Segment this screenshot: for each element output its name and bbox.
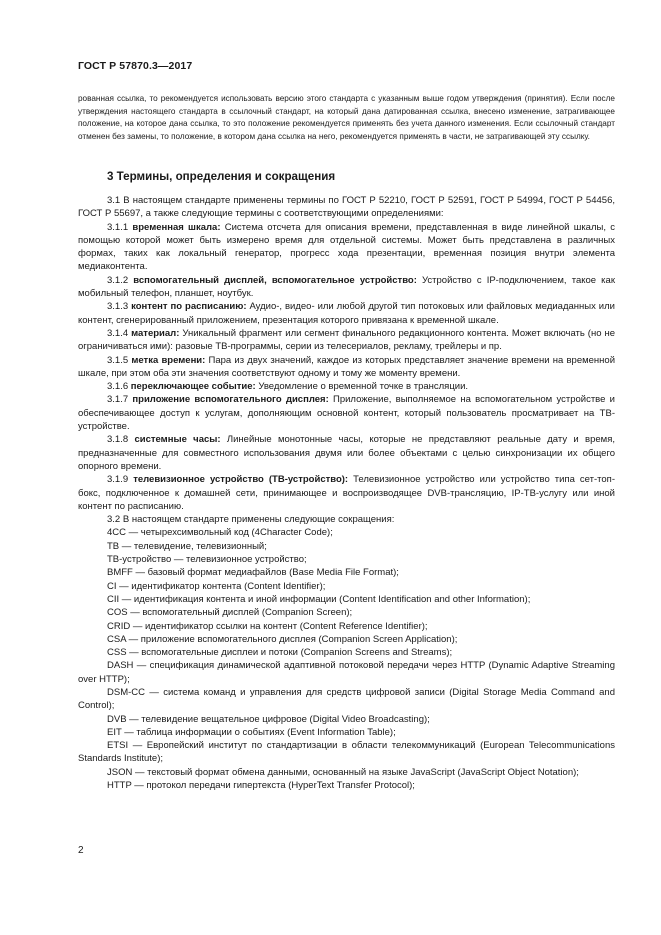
clause-number: 3.1.2 bbox=[107, 274, 134, 286]
paragraph-text: ТВ-устройство — телевизионное устройство; bbox=[107, 554, 307, 566]
paragraph-text: COS — вспомогательный дисплей (Companion Screen); bbox=[107, 607, 353, 619]
term-name: телевизионное устройство (ТВ-устройство): bbox=[133, 474, 349, 486]
page-number: 2 bbox=[78, 845, 84, 856]
clause-number: 3.1.9 bbox=[107, 474, 134, 486]
paragraph-text: CSS — вспомогательные дисплеи и потоки (Companion Screens and Streams); bbox=[107, 647, 453, 659]
paragraph-text: Аудио-, видео- или любой другой тип потоковых или файловых медиаданных или контент, сгенерированный приложением, презентация которого привязана к временной шкале. bbox=[78, 301, 615, 326]
clause-number: 3.1.4 bbox=[107, 327, 132, 339]
body-paragraph bbox=[78, 513, 615, 526]
clause-number: 3.1.8 bbox=[107, 434, 135, 446]
section-body bbox=[78, 194, 615, 792]
body-paragraph bbox=[78, 300, 615, 327]
paragraph-text: Уникальный фрагмент или сегмент финального редакционного контента. Может включать (но не ограничиваться ими): разовые ТВ-программы, серии из телесериалов, рекламу, трейлеры и пр. bbox=[78, 327, 615, 353]
body-paragraph bbox=[78, 726, 615, 739]
term-name: вспомогательный дисплей, вспомогательное устройство: bbox=[133, 274, 417, 286]
paragraph-text: Линейные монотонные часы, которые не представляют реальные дату и время, предназначенные для совместного использования двумя или более объектами с целью синхронизации их общего опорного времени. bbox=[78, 434, 615, 472]
term-name: переключающее событие: bbox=[130, 381, 256, 393]
body-paragraph bbox=[78, 526, 615, 539]
body-paragraph bbox=[78, 779, 615, 792]
paragraph-text: JSON — текстовый формат обмена данными, основанный на языке JavaScript (JavaScript Object Notation); bbox=[107, 766, 579, 778]
body-paragraph bbox=[78, 593, 615, 606]
paragraph-text: DVB — телевидение вещательное цифровое (Digital Video Broadcasting); bbox=[107, 713, 430, 725]
term-name: приложение вспомогательного дисплея: bbox=[132, 394, 329, 406]
paragraph-text: Телевизионное устройство или устройство типа сет-топ-бокс, подключенное к домашней сети, принимающее и воспроизводящее DVB-трансляцию, IP-ТВ-услугу или иной контент по расписанию. bbox=[78, 474, 615, 512]
paragraph-text: CI — идентификатор контента (Content Identifier); bbox=[107, 580, 326, 592]
paragraph-text: 3.2 В настоящем стандарте применены следующие сокращения: bbox=[107, 514, 395, 526]
clause-number: 3.1.3 bbox=[107, 301, 132, 313]
body-paragraph bbox=[78, 473, 615, 513]
body-paragraph bbox=[78, 553, 615, 566]
body-paragraph bbox=[78, 713, 615, 726]
clause-number: 3.1.7 bbox=[107, 394, 133, 406]
body-paragraph bbox=[78, 620, 615, 633]
intro-paragraph: рованная ссылка, то рекомендуется использовать версию этого стандарта с указанным выше годом утверждения (принятия). Если после утверждения настоящего стандарта в ссылочный стандарт, на который дана датированная ссылка, внесено изменение, затрагивающее положение, на которое дана ссылка, то это положение рекомендуется применять без учета данного изменения. Если ссылочный стандарт отменен без замены, то положение, в котором дана ссылка на него, рекомендуется применять в части, не затрагивающей эту ссылку. bbox=[78, 94, 615, 141]
body-paragraph bbox=[78, 566, 615, 579]
body-paragraph bbox=[78, 766, 615, 779]
term-name: системные часы: bbox=[134, 434, 221, 446]
body-paragraph bbox=[78, 221, 615, 274]
body-paragraph bbox=[78, 380, 615, 393]
paragraph-text: CSA — приложение вспомогательного дисплея (Companion Screen Application); bbox=[107, 633, 458, 645]
paragraph-text: CII — идентификация контента и иной информации (Content Identification and other Information); bbox=[107, 593, 531, 605]
body-paragraph bbox=[78, 686, 615, 713]
paragraph-text: CRID — идентификатор ссылки на контент (Content Reference Identifier); bbox=[107, 620, 428, 632]
paragraph-text: EIT — таблица информации о событиях (Event Information Table); bbox=[107, 726, 396, 738]
body-paragraph bbox=[78, 354, 615, 381]
paragraph-text: Приложение, выполняемое на вспомогательном устройстве и обеспечивающее доступ к услугам, дополняющим основной контент, который пользователь просматривает на ТВ-устройстве. bbox=[78, 394, 615, 433]
body-paragraph bbox=[78, 646, 615, 659]
paragraph-text: BMFF — базовый формат медиафайлов (Base Media File Format); bbox=[107, 567, 399, 579]
paragraph-text: ETSI — Европейский институт по стандартизации в области телекоммуникаций (European Telecommunications Standards Institute); bbox=[78, 740, 615, 765]
paragraph-text: Устройство с IP-подключением, такое как мобильный телефон, планшет, ноутбук. bbox=[78, 274, 615, 300]
clause-number: 3.1.1 bbox=[107, 221, 133, 233]
paragraph-text: Пара из двух значений, каждое из которых представляет значение времени на временной шкале, при этом оба эти значения соответствуют одному и тому же моменту времени. bbox=[78, 354, 615, 379]
term-name: метка времени: bbox=[131, 354, 206, 366]
body-paragraph bbox=[78, 393, 615, 433]
paragraph-text: Уведомление о временной точке в трансляции. bbox=[255, 381, 469, 393]
paragraph-text: Система отсчета для описания времени, представленная в виде линейной шкалы, с помощью которой может быть измерено время для отдельной системы. Может быть представлена в различных формах, таких как локальный генератор, прогресс хода презентации, временная позиция внутри элемента медиаконтента. bbox=[78, 221, 615, 273]
document-header: ГОСТ Р 57870.3—2017 bbox=[78, 60, 193, 72]
paragraph-text: 3.1 В настоящем стандарте применены термины по ГОСТ Р 52210, ГОСТ Р 52591, ГОСТ Р 54994, ГОСТ Р 54456, ГОСТ Р 55697, а также следующие термины с соответствующими определениями: bbox=[78, 195, 615, 220]
body-paragraph bbox=[78, 739, 615, 766]
body-paragraph bbox=[78, 659, 615, 686]
clause-number: 3.1.6 bbox=[107, 381, 131, 393]
body-paragraph bbox=[78, 606, 615, 619]
paragraph-text: 4CC — четырехсимвольный код (4Character Code); bbox=[107, 527, 333, 539]
body-paragraph bbox=[78, 540, 615, 553]
section-title: 3 Термины, определения и сокращения bbox=[107, 170, 336, 183]
body-paragraph bbox=[78, 633, 615, 646]
body-paragraph bbox=[78, 433, 615, 473]
paragraph-text: HTTP — протокол передачи гипертекста (HyperText Transfer Protocol); bbox=[107, 780, 415, 792]
term-name: временная шкала: bbox=[132, 221, 221, 233]
paragraph-text: DASH — спецификация динамической адаптивной потоковой передачи через HTTP (Dynamic Adaptive Streaming over HTTP); bbox=[78, 660, 615, 685]
body-paragraph bbox=[78, 194, 615, 221]
clause-number: 3.1.5 bbox=[107, 354, 132, 366]
paragraph-text: ТВ — телевидение, телевизионный; bbox=[107, 540, 267, 552]
body-paragraph bbox=[78, 327, 615, 354]
term-name: материал: bbox=[131, 327, 180, 339]
paragraph-text: DSM-CC — система команд и управления для средств цифровой записи (Digital Storage Media Command and Control); bbox=[78, 686, 615, 712]
body-paragraph bbox=[78, 580, 615, 593]
body-paragraph bbox=[78, 274, 615, 301]
term-name: контент по расписанию: bbox=[131, 301, 247, 313]
